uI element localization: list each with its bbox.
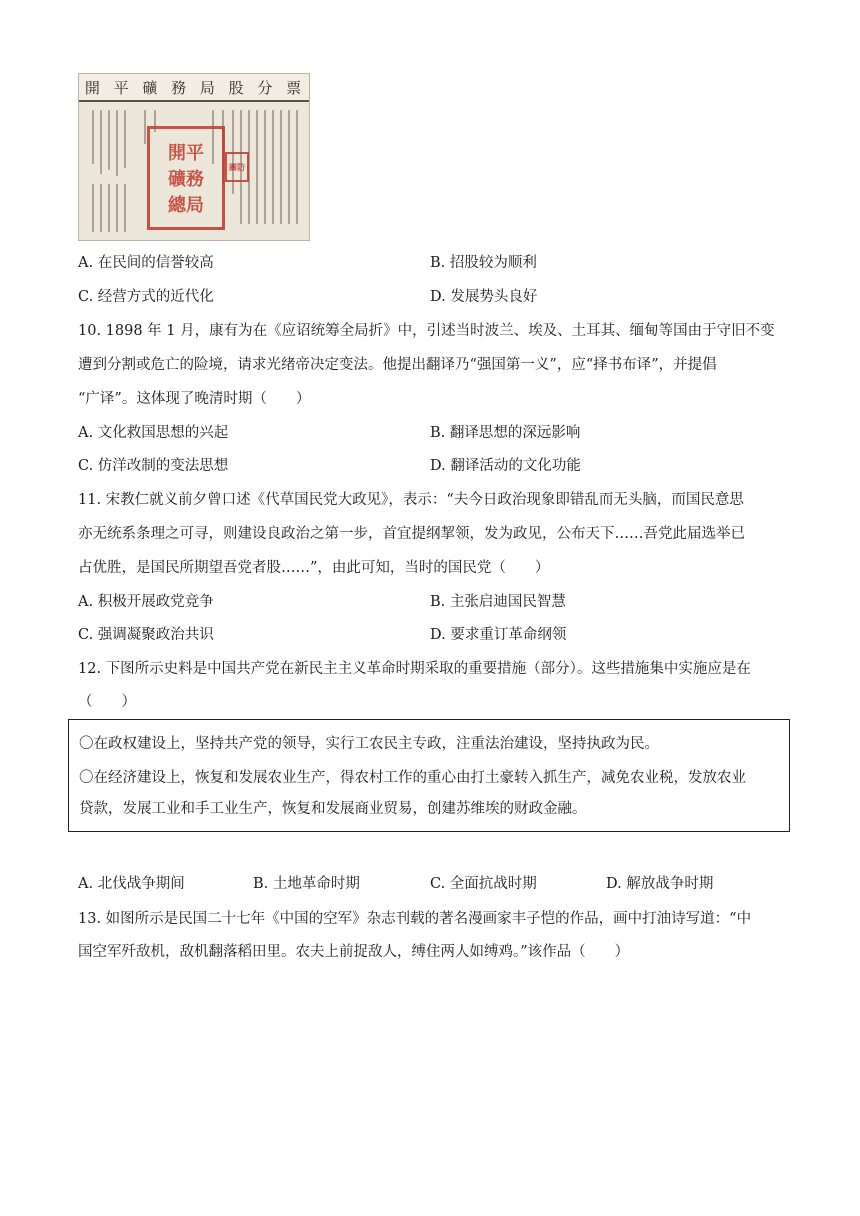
- small-seal-text: 關防: [229, 161, 245, 172]
- q13-stem-line-2: 国空军歼敌机，敌机翻落稻田里。农夫上前捉敌人，缚住两人如缚鸡。”该作品（ ）: [78, 944, 630, 960]
- q11-option-d[interactable]: D. 要求重订革命纲领: [430, 627, 567, 643]
- red-seal: [147, 126, 225, 230]
- q10-stem-line-2: 遭到分割或危亡的险境，请求光绪帝决定变法。他提出翻译乃“强国第一义”，应“择书布译”，并提倡: [78, 357, 717, 373]
- q10-option-d[interactable]: D. 翻译活动的文化功能: [430, 458, 581, 474]
- seal-line: 礦務: [168, 169, 204, 190]
- q12-option-b[interactable]: B. 土地革命时期: [253, 876, 360, 892]
- certificate-header: [79, 74, 309, 102]
- q12-option-a[interactable]: A. 北伐战争期间: [78, 876, 185, 892]
- q9-option-a[interactable]: A. 在民间的信誉较高: [78, 255, 214, 271]
- q11-option-c[interactable]: C. 强调凝聚政治共识: [78, 627, 214, 643]
- seal-line: 開平: [168, 143, 204, 164]
- header-char: 務: [171, 78, 189, 97]
- q10-option-b[interactable]: B. 翻译思想的深远影响: [430, 425, 581, 441]
- q12-box-line-1: 〇在政权建设上，坚持共产党的领导，实行工农民主专政，注重法治建设，坚持执政为民。: [79, 736, 659, 752]
- q13-stem-line-1: 13. 如图所示是民国二十七年《中国的空军》杂志刊载的著名漫画家丰子恺的作品，画中打油诗写道：“中: [78, 911, 752, 927]
- q12-box-line-3: 贷款，发展工业和手工业生产，恢复和发展商业贸易，创建苏维埃的财政金融。: [79, 801, 587, 817]
- q11-stem-line-2: 亦无统系条理之可寻，则建设良政治之第一步，首宜提纲挈领，发为政见，公布天下……吾党此届选举已: [78, 526, 745, 542]
- q11-option-a[interactable]: A. 积极开展政党竞争: [78, 594, 214, 610]
- q12-option-d[interactable]: D. 解放战争时期: [606, 876, 714, 892]
- q11-stem-line-3: 占优胜，是国民所期望吾党者股……”，由此可知，当时的国民党（ ）: [78, 560, 550, 576]
- seal-line: 總局: [168, 195, 204, 216]
- header-char: 股: [228, 78, 246, 97]
- header-char: 礦: [142, 78, 160, 97]
- q12-box-line-2: 〇在经济建设上，恢复和发展农业生产，得农村工作的重心由打土豪转入抓生产，减免农业税，发放农业: [79, 770, 746, 786]
- stock-certificate-image: [78, 73, 310, 241]
- q12-option-c[interactable]: C. 全面抗战时期: [430, 876, 537, 892]
- header-char: 票: [286, 78, 304, 97]
- q11-stem-line-1: 11. 宋教仁就义前夕曾口述《代草国民党大政见》，表示：“夫今日政治现象即错乱而无头脑，而国民意思: [78, 492, 744, 508]
- q9-option-c[interactable]: C. 经营方式的近代化: [78, 289, 214, 305]
- q10-stem-line-3: “广译”。这体现了晚清时期（ ）: [78, 391, 311, 407]
- header-char: 分: [257, 78, 275, 97]
- q10-option-a[interactable]: A. 文化救国思想的兴起: [78, 425, 229, 441]
- q12-stem-line-2: （ ）: [78, 694, 136, 710]
- q10-stem-line-1: 10. 1898 年 1 月，康有为在《应诏统筹全局折》中，引述当时波兰、埃及、土耳其、缅甸等国由于守旧不变: [78, 323, 775, 339]
- q9-option-b[interactable]: B. 招股较为顺利: [430, 255, 537, 271]
- header-char: 開: [84, 78, 102, 97]
- q12-stem-line-1: 12. 下图所示史料是中国共产党在新民主主义革命时期采取的重要措施（部分）。这些措施集中实施应是在: [78, 661, 751, 677]
- certificate-body: [85, 104, 303, 236]
- header-char: 平: [113, 78, 131, 97]
- small-red-seal: [225, 152, 249, 182]
- q11-option-b[interactable]: B. 主张启迪国民智慧: [430, 594, 566, 610]
- q12-source-box: [68, 719, 790, 832]
- q9-option-d[interactable]: D. 发展势头良好: [430, 289, 538, 305]
- q10-option-c[interactable]: C. 仿洋改制的变法思想: [78, 458, 229, 474]
- header-char: 局: [199, 78, 217, 97]
